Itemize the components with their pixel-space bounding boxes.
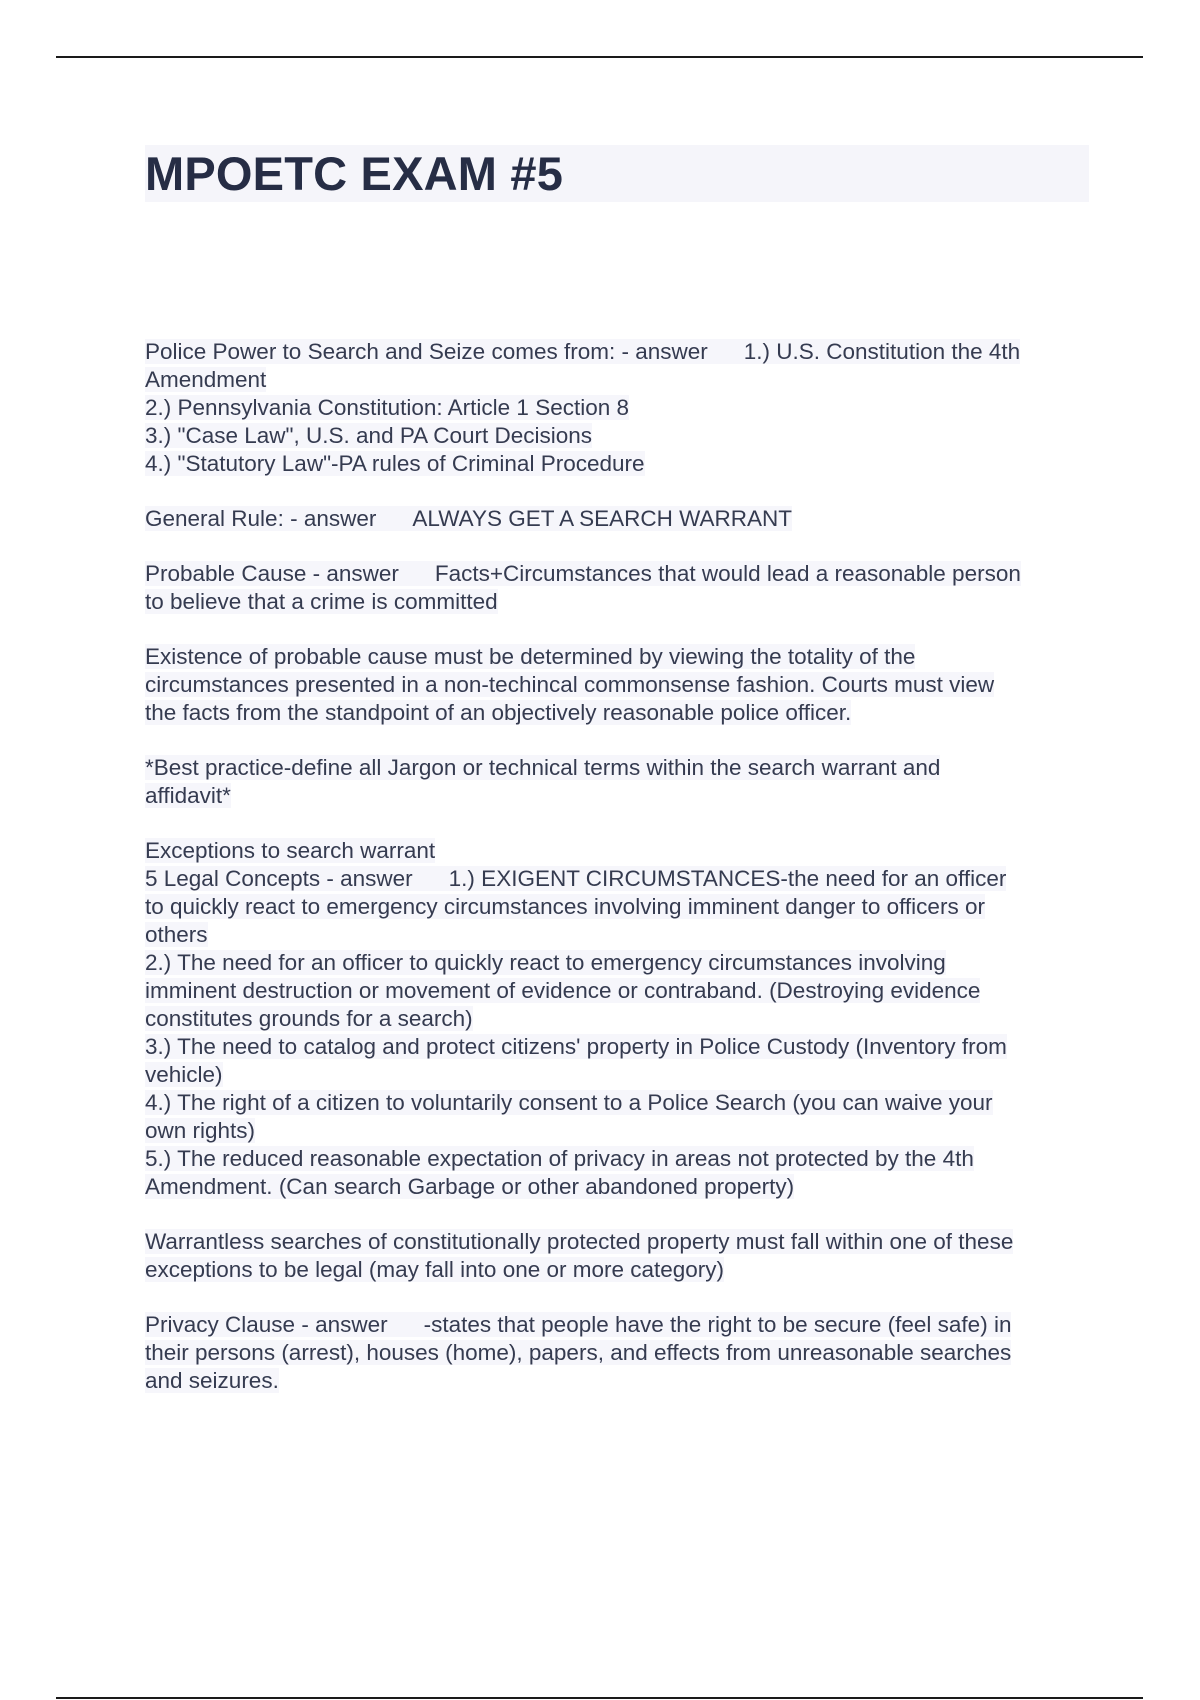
answer-line: and seizures.: [145, 1368, 279, 1393]
answer-separator: - answer: [301, 1312, 388, 1337]
question-text: Probable Cause: [145, 561, 307, 586]
flashcard-exceptions: [145, 837, 1095, 1201]
answer-line: constitutes grounds for a search): [145, 1006, 473, 1031]
paragraph-warrantless: [145, 1228, 1095, 1284]
bottom-rule: [56, 1697, 1143, 1699]
exceptions-heading: Exceptions to search warrant: [145, 838, 436, 863]
paragraph-line: circumstances presented in a non-techincal commonsense fashion. Courts must view: [145, 672, 995, 697]
answer-line: 4.) The right of a citizen to voluntarily consent to a Police Search (you can waive your: [145, 1090, 993, 1115]
flashcard-probable-cause: [145, 560, 1095, 616]
paragraph-line: exceptions to be legal (may fall into one or more category): [145, 1257, 725, 1282]
answer-line: to believe that a crime is committed: [145, 589, 498, 614]
question-text: 5 Legal Concepts: [145, 866, 321, 891]
paragraph-line: Warrantless searches of constitutionally protected property must fall within one of these: [145, 1229, 1014, 1254]
answer-line: imminent destruction or movement of evidence or contraband. (Destroying evidence: [145, 978, 981, 1003]
answer-line: others: [145, 922, 208, 947]
answer-text: 1.) U.S. Constitution the 4th: [743, 339, 1021, 364]
flashcard-general-rule: [145, 505, 1095, 533]
answer-line: 3.) "Case Law", U.S. and PA Court Decisions: [145, 423, 593, 448]
answer-text: -states that people have the right to be secure (feel safe) in: [423, 1312, 1012, 1337]
answer-separator: - answer: [326, 866, 413, 891]
answer-line: own rights): [145, 1118, 256, 1143]
answer-text: Facts+Circumstances that would lead a reasonable person: [434, 561, 1021, 586]
answer-line: 5.) The reduced reasonable expectation of privacy in areas not protected by the 4th: [145, 1146, 974, 1171]
answer-line: 4.) "Statutory Law"-PA rules of Criminal Procedure: [145, 451, 645, 476]
note-line: *Best practice-define all Jargon or technical terms within the search warrant and: [145, 755, 941, 780]
answer-line: vehicle): [145, 1062, 223, 1087]
paragraph-line: the facts from the standpoint of an objectively reasonable police officer.: [145, 700, 852, 725]
question-text: Police Power to Search and Seize comes from:: [145, 339, 616, 364]
flashcard-privacy-clause: [145, 1311, 1095, 1395]
answer-separator: - answer: [621, 339, 708, 364]
answer-line: 2.) The need for an officer to quickly react to emergency circumstances involving: [145, 950, 946, 975]
question-text: Privacy Clause: [145, 1312, 296, 1337]
question-text: General Rule:: [145, 506, 284, 531]
document-body: [145, 338, 1095, 1422]
top-rule: [56, 56, 1143, 58]
answer-separator: - answer: [312, 561, 399, 586]
flashcard-power-to-search: [145, 338, 1095, 478]
best-practice-note: [145, 754, 1095, 810]
answer-line: 3.) The need to catalog and protect citizens' property in Police Custody (Inventory from: [145, 1034, 1007, 1059]
answer-line: Amendment: [145, 367, 267, 392]
answer-line: their persons (arrest), houses (home), papers, and effects from unreasonable searches: [145, 1340, 1012, 1365]
paragraph-line: Existence of probable cause must be determined by viewing the totality of the: [145, 644, 916, 669]
answer-line: 2.) Pennsylvania Constitution: Article 1 Section 8: [145, 395, 630, 420]
answer-text: ALWAYS GET A SEARCH WARRANT: [412, 506, 793, 531]
answer-line: Amendment. (Can search Garbage or other abandoned property): [145, 1174, 795, 1199]
answer-line: to quickly react to emergency circumstances involving imminent danger to officers or: [145, 894, 985, 919]
paragraph-probable-cause: [145, 643, 1095, 727]
document-title: MPOETC EXAM #5: [145, 147, 564, 200]
answer-text: 1.) EXIGENT CIRCUMSTANCES-the need for an officer: [448, 866, 1007, 891]
note-line: affidavit*: [145, 783, 231, 808]
answer-separator: - answer: [290, 506, 377, 531]
